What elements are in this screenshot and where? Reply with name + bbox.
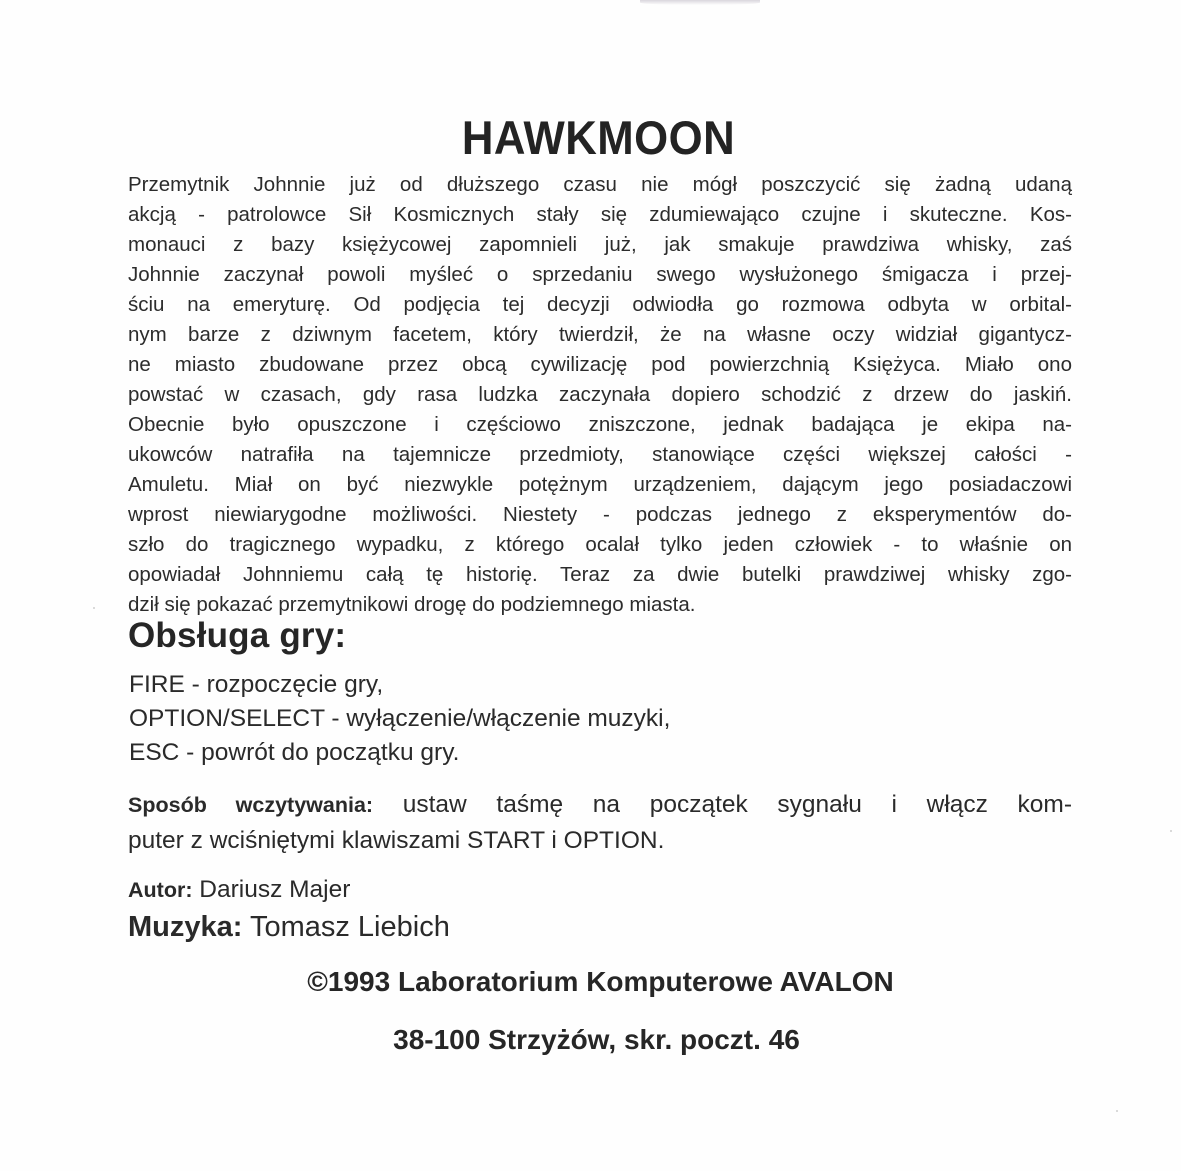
loading-line: puter z wciśniętymi klawiszami START i OPTION. [128,827,665,854]
controls-list [129,668,670,770]
story-line: ne miasto zbudowane przez obcą cywilizację pod powierzchnią Księżyca. Miało ono [128,353,1072,376]
story-line: szło do tragicznego wypadku, z którego ocalał tylko jeden człowiek - to właśnie on [128,533,1072,556]
music-name: Tomasz Liebich [242,911,450,943]
story-line: dził się pokazać przemytnikowi drogę do podziemnego miasta. [128,593,696,616]
control-item-option-select: OPTION/SELECT - wyłączenie/włączenie muzyki, [129,705,671,732]
story-line: akcją - patrolowce Sił Kosmicznych stały się zdumiewająco czujne i skuteczne. Kos- [128,203,1072,226]
controls-heading: Obsługa gry: [128,616,347,655]
scan-speck [1170,830,1172,832]
story-line: ukowców natrafiła na tajemnicze przedmioty, stanowiące części większej całości - [128,443,1072,466]
author-label: Autor: [128,878,193,902]
author-credit [128,872,350,908]
story-line: Amuletu. Miał on być niezwykle potężnym urządzeniem, dającym jego posiadaczowi [128,473,1072,496]
control-item-fire: FIRE - rozpoczęcie gry, [129,671,384,698]
loading-label: Sposób wczytywania: [128,793,374,817]
scan-speck [93,607,95,609]
story-line: opowiadał Johnniemu całą tę historię. Teraz za dwie butelki prawdziwej whisky zgo- [128,563,1072,586]
story-line: Obecnie było opuszczone i częściowo zniszczone, jednak badająca je ekipa na- [128,413,1072,436]
story-line: Johnnie zaczynał powoli myśleć o sprzedaniu swego wysłużonego śmigacza i przej- [128,263,1072,286]
copyright-line: ©1993 Laboratorium Komputerowe AVALON [307,966,894,997]
control-item-esc: ESC - powrót do początku gry. [129,739,460,766]
story-line: wprost niewiarygodne możliwości. Niestety - podczas jednego z eksperymentów do- [128,503,1072,526]
loading-line [128,787,1072,823]
music-label: Muzyka: [128,911,243,943]
game-title: HAWKMOON [461,111,736,164]
scan-speck [1116,1110,1118,1112]
story-line: Przemytnik Johnnie już od dłuższego czasu nie mógł poszczycić się żadną udaną [128,173,1072,196]
loading-instructions [128,787,1072,859]
story-line: ściu na emeryturę. Od podjęcia tej decyzji odwiodła go rozmowa odbyta w orbital- [128,293,1072,316]
story-paragraph [128,170,1072,620]
music-credit [128,908,450,946]
publisher-address: 38-100 Strzyżów, skr. poczt. 46 [393,1024,800,1055]
story-line: powstać w czasach, gdy rasa ludzka zaczynała dopiero schodzić z drzew do jaskiń. [128,383,1072,406]
loading-text: ustaw taśmę na początek sygnału i włącz kom- [373,791,1072,818]
story-line: nym barze z dziwnym facetem, który twierdził, że na własne oczy widział gigantycz- [128,323,1072,346]
author-name: Dariusz Majer [192,876,351,903]
story-line: monauci z bazy księżycowej zapomnieli już, jak smakuje prawdziwa whisky, zaś [128,233,1072,256]
scan-artifact [640,0,760,5]
